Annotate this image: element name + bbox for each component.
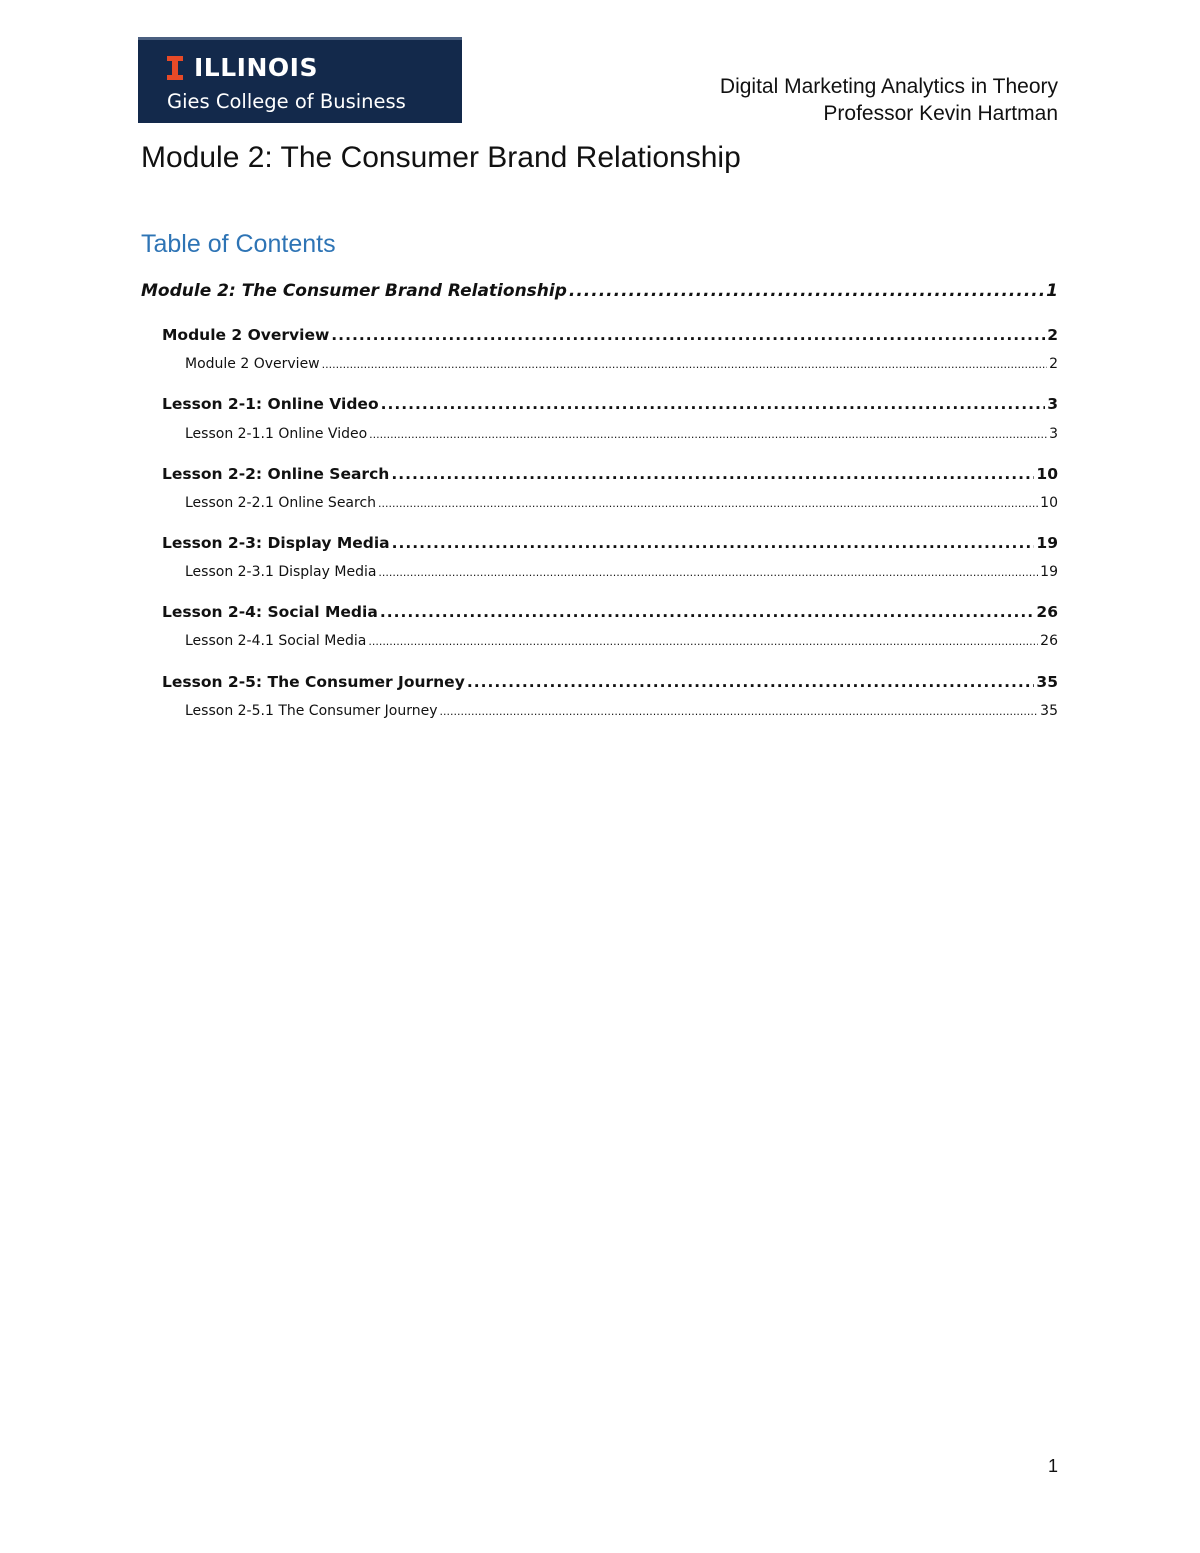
- toc-entry-label: Lesson 2-4: Social Media: [162, 603, 378, 621]
- toc-leader-dots: [391, 465, 1034, 483]
- toc-subentry-module-2-overview[interactable]: [185, 356, 1058, 372]
- toc-entry-label: Lesson 2-3.1 Display Media: [185, 564, 377, 580]
- toc-entry-label: Module 2: The Consumer Brand Relationship: [141, 281, 567, 301]
- toc-entry-label: Lesson 2-2.1 Online Search: [185, 495, 377, 511]
- toc-leader-dots: [569, 281, 1044, 301]
- toc-entry-label: Lesson 2-5.1 The Consumer Journey: [185, 703, 438, 719]
- toc-entry-page: 10: [1036, 465, 1058, 483]
- toc-leader-dots: [467, 673, 1035, 691]
- toc-subentry-lesson-2-1-1[interactable]: [185, 426, 1058, 442]
- toc-entry-label: Lesson 2-5: The Consumer Journey: [162, 673, 465, 691]
- toc-entry-lesson-2-2[interactable]: [162, 465, 1058, 483]
- instructor-name: Professor Kevin Hartman: [823, 102, 1058, 125]
- toc-entry-module-2-overview[interactable]: [162, 326, 1058, 344]
- logo-wordmark: ILLINOIS: [194, 53, 318, 82]
- toc-entry-label: Lesson 2-3: Display Media: [162, 534, 390, 552]
- toc-entry-lesson-2-3[interactable]: [162, 534, 1058, 552]
- toc-entry-page: 2: [1047, 326, 1058, 344]
- toc-entry-lesson-2-5[interactable]: [162, 673, 1058, 691]
- toc-entry-label: Module 2 Overview: [162, 326, 330, 344]
- toc-subentry-lesson-2-5-1[interactable]: [185, 703, 1058, 719]
- toc-entry-lesson-2-1[interactable]: [162, 395, 1058, 413]
- illinois-gies-logo: [138, 37, 462, 123]
- logo-college-name: Gies College of Business: [167, 90, 406, 113]
- toc-entry-page: 19: [1040, 564, 1058, 580]
- toc-subentry-lesson-2-2-1[interactable]: [185, 495, 1058, 511]
- toc-leader-dots: [380, 603, 1035, 621]
- toc-leader-dots: [322, 358, 1047, 371]
- toc-entry-page: 26: [1040, 633, 1058, 649]
- toc-entry-page: 1: [1046, 281, 1058, 301]
- toc-leader-dots: [378, 566, 1038, 579]
- toc-entry-page: 10: [1040, 495, 1058, 511]
- toc-leader-dots: [440, 705, 1039, 718]
- toc-entry-lesson-2-4[interactable]: [162, 603, 1058, 621]
- toc-subentry-lesson-2-4-1[interactable]: [185, 633, 1058, 649]
- toc-entry-label: Lesson 2-2: Online Search: [162, 465, 390, 483]
- toc-entry-page: 2: [1049, 356, 1058, 372]
- toc-entry-label: Lesson 2-4.1 Social Media: [185, 633, 367, 649]
- toc-entry-label: Lesson 2-1.1 Online Video: [185, 426, 368, 442]
- toc-leader-dots: [368, 635, 1038, 648]
- toc-leader-dots: [392, 534, 1035, 552]
- toc-heading: Table of Contents: [141, 230, 336, 258]
- toc-leader-dots: [378, 497, 1038, 510]
- course-title: Digital Marketing Analytics in Theory: [719, 75, 1058, 98]
- toc-entry-page: 3: [1047, 395, 1058, 413]
- document-title: Module 2: The Consumer Brand Relationship: [141, 141, 741, 174]
- block-i-icon: [167, 56, 183, 80]
- page-number: 1: [1047, 1456, 1058, 1476]
- toc-leader-dots: [331, 326, 1045, 344]
- running-header: [720, 73, 1058, 127]
- toc-entry-module-2[interactable]: [141, 281, 1058, 301]
- toc-entry-label: Lesson 2-1: Online Video: [162, 395, 379, 413]
- toc-leader-dots: [369, 428, 1047, 441]
- toc-subentry-lesson-2-3-1[interactable]: [185, 564, 1058, 580]
- toc-entry-page: 19: [1036, 534, 1058, 552]
- toc-entry-page: 35: [1040, 703, 1058, 719]
- toc-entry-label: Module 2 Overview: [185, 356, 320, 372]
- toc-entry-page: 26: [1036, 603, 1058, 621]
- toc-entry-page: 35: [1036, 673, 1058, 691]
- toc-entry-page: 3: [1049, 426, 1058, 442]
- toc-leader-dots: [381, 395, 1046, 413]
